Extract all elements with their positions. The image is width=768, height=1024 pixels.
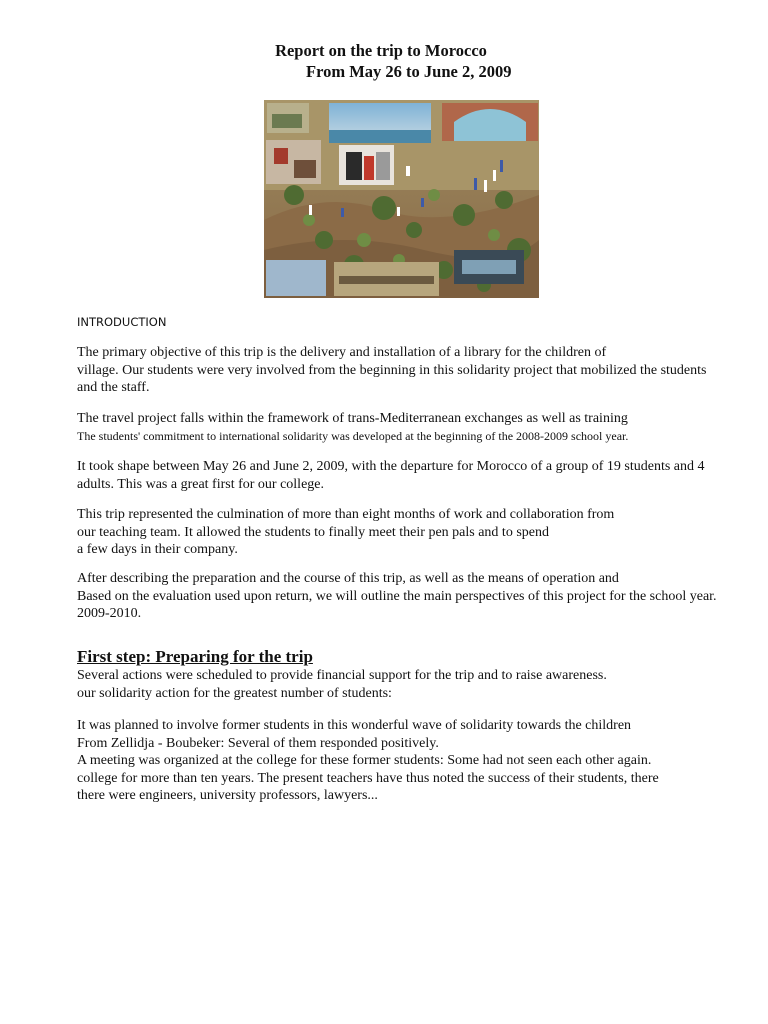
text-line: our teaching team. It allowed the students to finally meet their pen pals and to spend: [77, 524, 549, 540]
text-line: The travel project falls within the framework of trans-Mediterranean exchanges as well as training: [77, 411, 628, 426]
text-line: there were engineers, university professors, lawyers...: [77, 788, 378, 803]
paragraph-framework: [77, 410, 767, 445]
introduction-heading: INTRODUCTION: [77, 315, 167, 329]
text-line: college for more than ten years. The present teachers have thus noted the success of their students, there: [77, 770, 659, 786]
text-line: and the staff.: [77, 380, 150, 395]
text-line: From Zellidja - Boubeker: Several of them responded positively.: [77, 735, 439, 751]
text-line: It took shape between May 26 and June 2, 2009, with the departure for Morocco of a group of 19 students and 4: [77, 459, 705, 474]
paragraph-culmination: [77, 506, 767, 559]
text-line: The students' commitment to international solidarity was developed at the beginning of the 2008-2009 school year.: [77, 428, 629, 443]
text-line: 2009-2010.: [77, 606, 142, 621]
text-line: It was planned to involve former students in this wonderful wave of solidarity towards the children: [77, 718, 632, 733]
report-title: Report on the trip to Morocco: [275, 41, 487, 60]
text-line: After describing the preparation and the course of this trip, as well as the means of operation and: [77, 571, 619, 586]
paragraph-perspectives: [77, 570, 767, 623]
text-line: adults. This was a great first for our college.: [77, 476, 325, 492]
text-line: A meeting was organized at the college for these former students: Some had not seen each other again.: [77, 753, 652, 768]
paragraph-objective: [77, 344, 767, 397]
report-dates: From May 26 to June 2, 2009: [306, 62, 512, 81]
text-line: Several actions were scheduled to provide financial support for the trip and to raise awareness.: [77, 668, 607, 683]
text-line: The primary objective of this trip is the delivery and installation of a library for the children of: [77, 345, 607, 360]
text-line: This trip represented the culmination of more than eight months of work and collaboration from: [77, 507, 615, 522]
text-line: our solidarity action for the greatest number of students:: [77, 685, 392, 701]
paragraph-departure: [77, 458, 767, 493]
section-heading-preparing: First step: Preparing for the trip: [77, 647, 313, 666]
paragraph-actions: [77, 667, 767, 702]
paragraph-former-students: [77, 717, 767, 805]
text-line: a few days in their company.: [77, 542, 238, 557]
trip-photo-collage: [264, 100, 539, 298]
text-line: village. Our students were very involved from the beginning in this solidarity project that mobilized the students: [77, 362, 707, 378]
text-line: Based on the evaluation used upon return, we will outline the main perspectives of this project for the school year.: [77, 588, 717, 604]
